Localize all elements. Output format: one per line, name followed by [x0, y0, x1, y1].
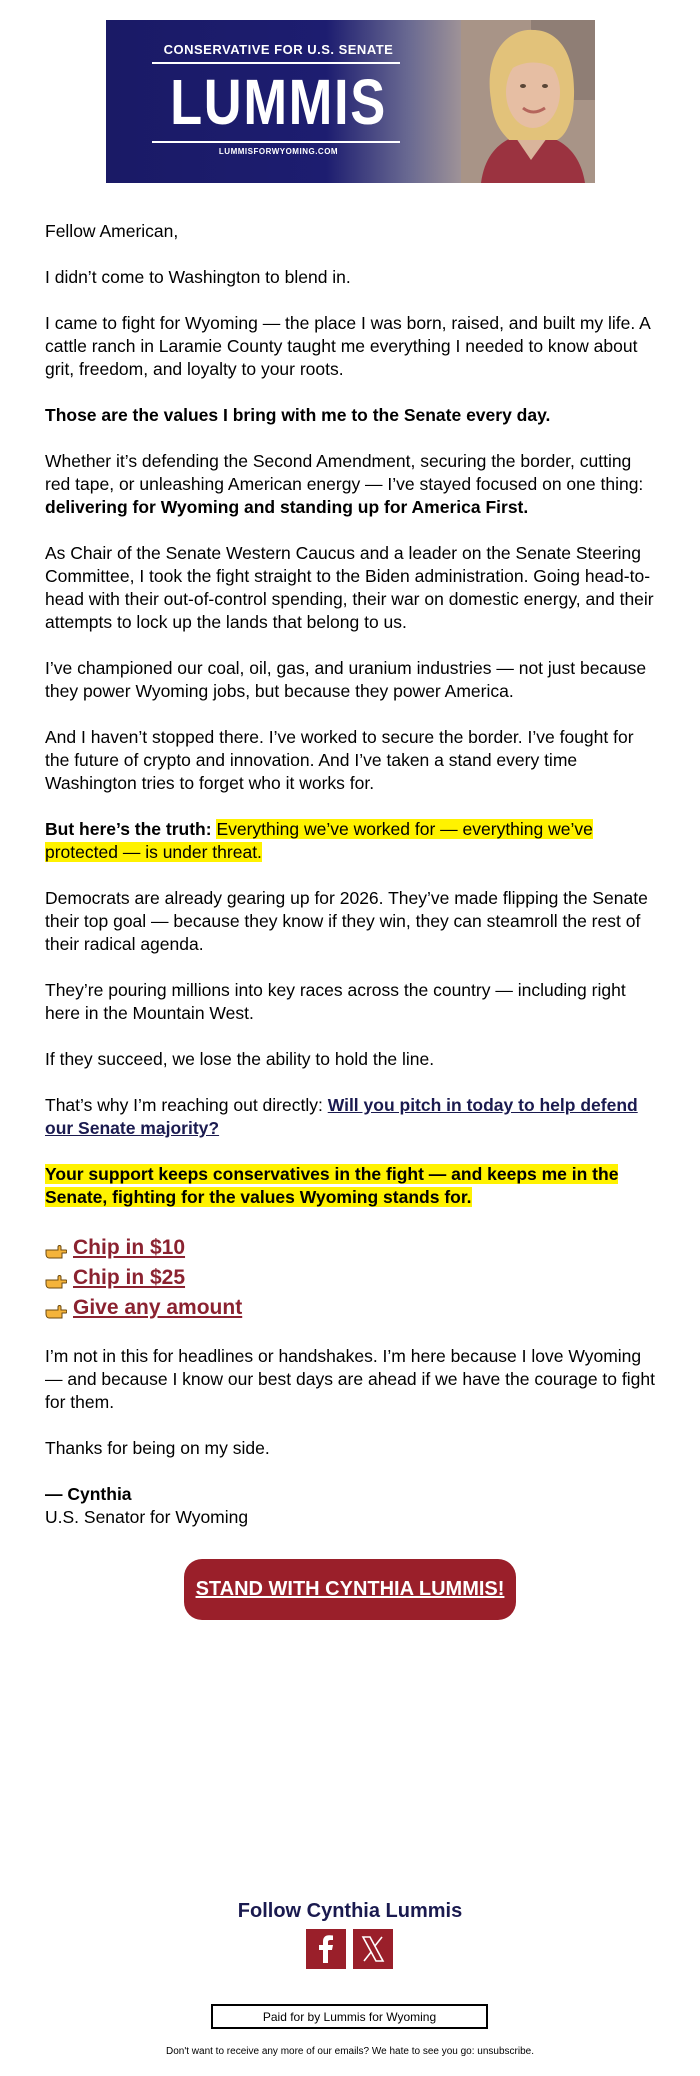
chip-in-10-link[interactable]: Chip in $10: [73, 1235, 186, 1259]
paragraph-6: I’ve championed our coal, oil, gas, and uranium industries — not just because they power Wyoming jobs, but because they power America.: [45, 658, 647, 701]
paragraph-12-text: That’s why I’m reaching out directly:: [45, 1095, 328, 1115]
paragraph-1: I didn’t come to Washington to blend in.: [45, 267, 351, 287]
paragraph-8-bold: But here’s the truth:: [45, 819, 212, 839]
chip-row: [45, 1292, 660, 1322]
chip-in-25-link[interactable]: Chip in $25: [73, 1265, 186, 1289]
letter-body: [45, 220, 660, 1552]
paragraph-4-text: Whether it’s defending the Second Amendment, securing the border, cutting red tape, or unleashing American energy — I’ve stayed focused on one thing:: [45, 451, 644, 494]
signature: [45, 1483, 660, 1529]
paragraph-8-highlight: Everything we’ve worked for — everything we’ve protected — is under threat.: [45, 819, 593, 862]
paragraph-12: [45, 1094, 660, 1140]
paragraph-4-bold: delivering for Wyoming and standing up for America First.: [45, 497, 529, 517]
candidate-portrait: [461, 20, 595, 183]
chip-in-list: [45, 1232, 660, 1322]
banner-rule-bottom: [152, 141, 400, 143]
banner-tagline: CONSERVATIVE FOR U.S. SENATE: [163, 42, 394, 57]
pointing-hand-icon: [45, 1303, 67, 1319]
give-any-amount-link[interactable]: Give any amount: [73, 1295, 243, 1319]
paragraph-2: I came to fight for Wyoming — the place I was born, raised, and built my life. A cattle ranch in Laramie County taught me everything I needed to know about grit, freedom, and loyalty to your roots.: [45, 313, 650, 379]
stand-with-cynthia-button[interactable]: STAND WITH CYNTHIA LUMMIS!: [184, 1559, 516, 1620]
signature-title: U.S. Senator for Wyoming: [45, 1507, 249, 1527]
follow-heading: Follow Cynthia Lummis: [237, 1900, 463, 1922]
chip-row: [45, 1262, 660, 1292]
paragraph-9: Democrats are already gearing up for 2026. They’ve made flipping the Senate their top goal — because they know if they win, they can steamroll the rest of their radical agenda.: [45, 888, 648, 954]
chip-row: [45, 1232, 660, 1262]
paragraph-15: Thanks for being on my side.: [45, 1438, 270, 1458]
paragraph-3: Those are the values I bring with me to the Senate every day.: [45, 405, 551, 425]
banner-url: LUMMISFORWYOMING.COM: [218, 147, 339, 156]
pointing-hand-icon: [45, 1273, 67, 1289]
paragraph-11: If they succeed, we lose the ability to hold the line.: [45, 1049, 435, 1069]
paragraph-14: I’m not in this for headlines or handshakes. I’m here because I love Wyoming — and because I know our best days are ahead if we have the courage to fight for them.: [45, 1346, 655, 1412]
pointing-hand-icon: [45, 1243, 67, 1259]
paragraph-8: [45, 818, 660, 864]
header-banner: [106, 20, 595, 183]
x-link[interactable]: [353, 1929, 393, 1969]
signature-name: — Cynthia: [45, 1484, 132, 1504]
greeting: Fellow American,: [45, 221, 179, 241]
facebook-link[interactable]: [306, 1929, 346, 1969]
paid-for-disclaimer: Paid for by Lummis for Wyoming: [211, 2004, 488, 2029]
donate-link[interactable]: Will you pitch in today to help defend our Senate majority?: [45, 1095, 638, 1138]
paragraph-13: [45, 1163, 660, 1209]
paragraph-10: They’re pouring millions into key races across the country — including right here in the Mountain West.: [45, 980, 626, 1023]
paragraph-13-highlight: Your support keeps conservatives in the fight — and keeps me in the Senate, fighting for the values Wyoming stands for.: [45, 1164, 619, 1207]
paragraph-7: And I haven’t stopped there. I’ve worked to secure the border. I’ve fought for the future of crypto and innovation. And I’ve taken a stand every time Washington tries to forget who it works for.: [45, 727, 634, 793]
facebook-icon: [306, 1929, 346, 1969]
banner-name: LUMMIS: [170, 66, 387, 138]
paragraph-4: [45, 450, 660, 519]
x-icon: [353, 1929, 393, 1969]
unsubscribe-note[interactable]: Don't want to receive any more of our emails? We hate to see you go: unsubscribe.: [165, 2046, 535, 2057]
paragraph-5: As Chair of the Senate Western Caucus and a leader on the Senate Steering Committee, I took the fight straight to the Biden administration. Going head-to-head with their out-of-control spending, their war on domestic energy, and their attempts to lock up the lands that belong to us.: [45, 543, 654, 632]
